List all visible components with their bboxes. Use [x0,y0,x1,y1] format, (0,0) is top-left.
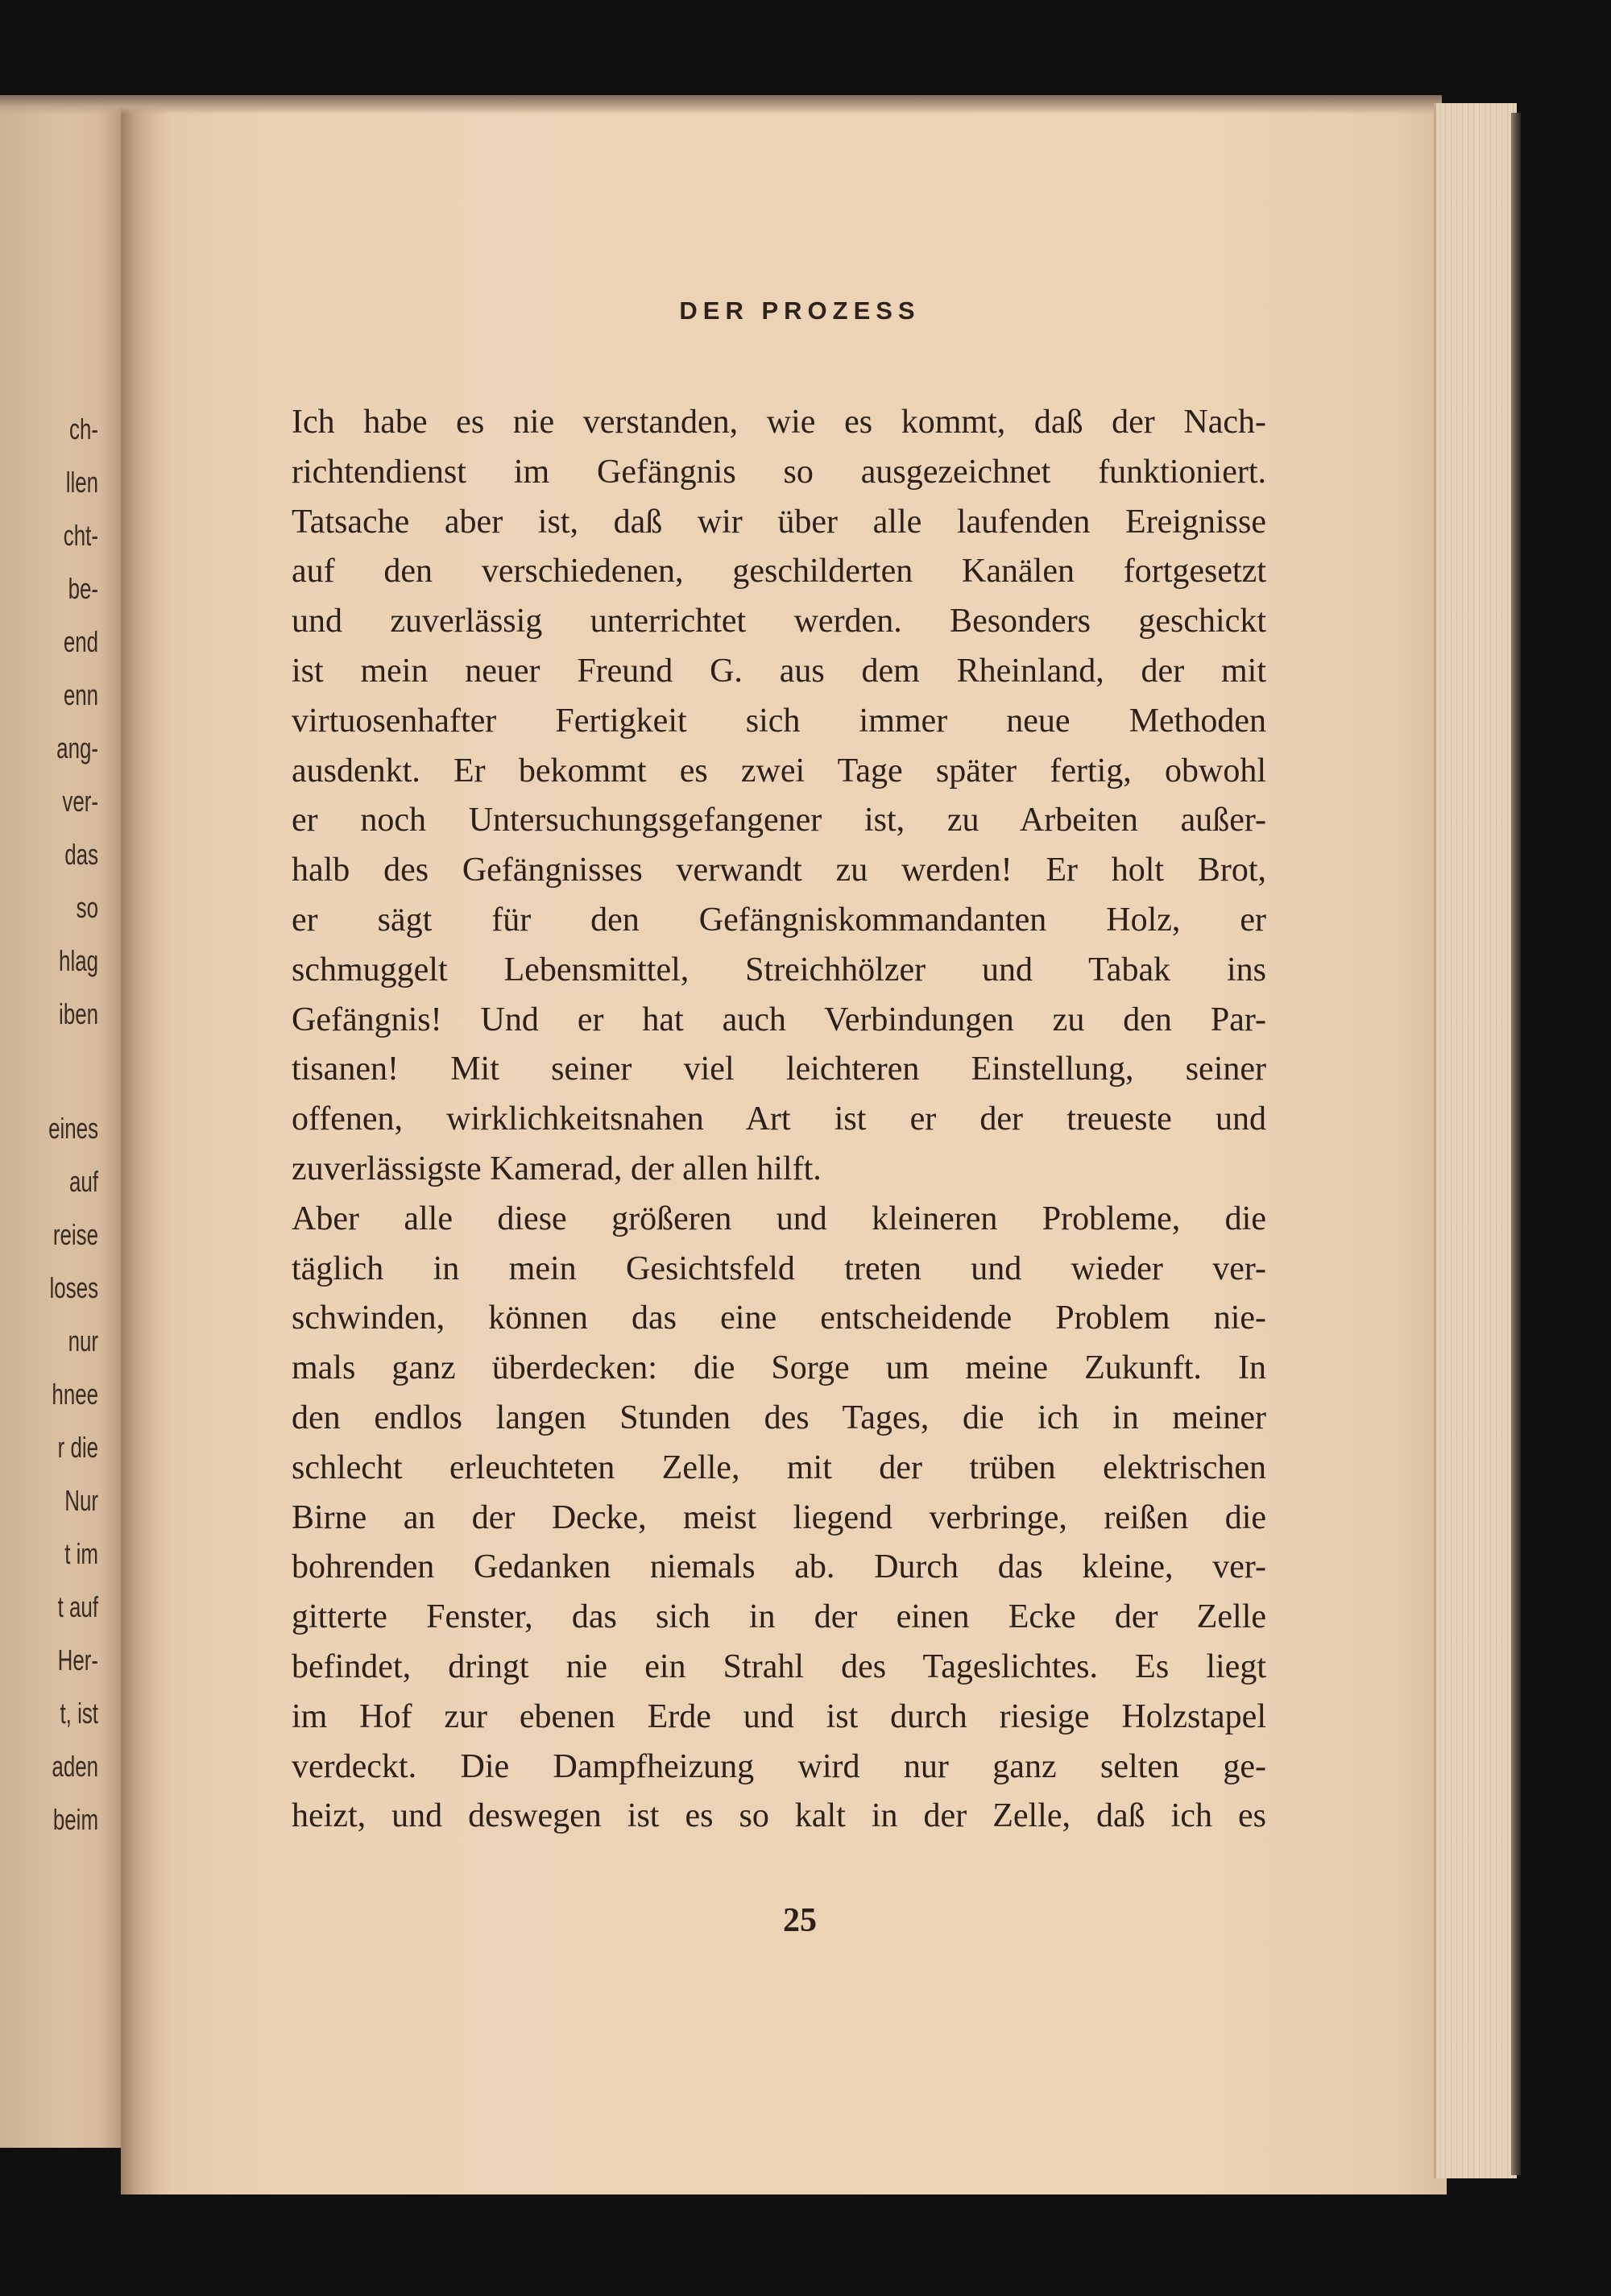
text-line: schwinden, können das eine entscheidende Problem nie- [292,1299,1266,1337]
facing-page-fragment: hnee [52,1378,98,1411]
text-line: er sägt für den Gefängniskommandanten Holz, er [292,901,1266,939]
text-line: Birne an der Decke, meist liegend verbringe, reißen die [292,1498,1266,1536]
text-line: mals ganz überdecken: die Sorge um meine Zukunft. In [292,1349,1266,1387]
text-line: befindet, dringt nie ein Strahl des Tageslichtes. Es liegt [292,1647,1266,1685]
text-line: schlecht erleuchteten Zelle, mit der trüben elektrischen [292,1448,1266,1486]
facing-page-fragment: eines [48,1112,98,1145]
facing-page-fragment: iben [58,997,98,1030]
page-stack-edge [1434,103,1517,2178]
text-line: im Hof zur ebenen Erde und ist durch riesige Holzstapel [292,1697,1266,1735]
text-line: er noch Untersuchungsgefangener ist, zu Arbeiten außer- [292,802,1266,839]
text-line: richtendienst im Gefängnis so ausgezeichnet funktioniert. [292,453,1266,491]
text-line: verdeckt. Die Dampfheizung wird nur ganz selten ge- [292,1747,1266,1785]
facing-page-fragment: be- [68,572,98,605]
text-line: virtuosenhafter Fertigkeit sich immer neue Methoden [292,702,1266,740]
page-body-text [292,398,1266,1842]
facing-page-fragment: llen [65,466,98,499]
text-line: den endlos langen Stunden des Tages, die ich in meiner [292,1399,1266,1436]
text-line: ist mein neuer Freund G. aus dem Rheinland, der mit [292,652,1266,690]
facing-page-fragment: loses [49,1271,98,1304]
text-line: schmuggelt Lebensmittel, Streichhölzer und Tabak ins [292,951,1266,988]
facing-page-fragment: hlag [58,944,98,977]
facing-page-fragment: t auf [57,1590,98,1623]
facing-page-fragment: aden [52,1750,98,1783]
facing-page-fragment: cht- [63,519,98,552]
text-line: zuverlässigste Kamerad, der allen hilft. [292,1150,822,1187]
facing-page-fragment: end [63,625,98,658]
facing-page-fragment: r die [57,1431,98,1464]
facing-page-fragment: so [76,891,98,924]
facing-page-fragment: t im [64,1537,98,1570]
facing-page-fragment: t, ist [60,1697,98,1730]
text-line: auf den verschiedenen, geschilderten Kanälen fortgesetzt [292,553,1266,591]
text-line: Ich habe es nie verstanden, wie es kommt, daß der Nach- [292,404,1266,441]
facing-page-fragment: ch- [68,412,98,446]
running-head: DER PROZESS [679,296,921,325]
page-top-edge [0,95,1442,114]
facing-page-fragment: ang- [56,731,98,765]
facing-page-fragment: Nur [64,1484,98,1517]
text-line: täglich in mein Gesichtsfeld treten und wieder ver- [292,1250,1266,1287]
text-line: Tatsache aber ist, daß wir über alle laufenden Ereignisse [292,503,1266,541]
text-line: bohrenden Gedanken niemals ab. Durch das kleine, ver- [292,1548,1266,1586]
text-line: halb des Gefängnisses verwandt zu werden! Er holt Brot, [292,852,1266,889]
facing-page-fragment: Her- [57,1643,98,1676]
page-stack-shadow [1511,113,1521,2175]
text-line: ausdenkt. Er bekommt es zwei Tage später fertig, obwohl [292,752,1266,790]
facing-page-fragment: auf [68,1165,98,1198]
text-line: gitterte Fenster, das sich in der einen Ecke der Zelle [292,1598,1266,1636]
text-line: offenen, wirklichkeitsnahen Art ist er der treueste und [292,1100,1266,1138]
facing-page-left [0,95,122,2148]
facing-page-fragment: beim [52,1803,98,1836]
text-line: Gefängnis! Und er hat auch Verbindungen zu den Par- [292,1001,1266,1038]
facing-page-fragment: reise [52,1218,98,1251]
facing-page-fragment: ver- [62,785,98,818]
facing-page-fragment: nur [68,1324,98,1357]
facing-page-fragment: das [64,838,98,871]
text-line: tisanen! Mit seiner viel leichteren Einstellung, seiner [292,1051,1266,1088]
page-number: 25 [783,1902,817,1939]
text-line: Aber alle diese größeren und kleineren Probleme, die [292,1200,1266,1237]
facing-page-fragment: enn [63,678,98,711]
text-line: und zuverlässig unterrichtet werden. Besonders geschickt [292,603,1266,640]
text-line: heizt, und deswegen ist es so kalt in der Zelle, daß ich es [292,1797,1266,1835]
book-gutter [121,95,172,2194]
